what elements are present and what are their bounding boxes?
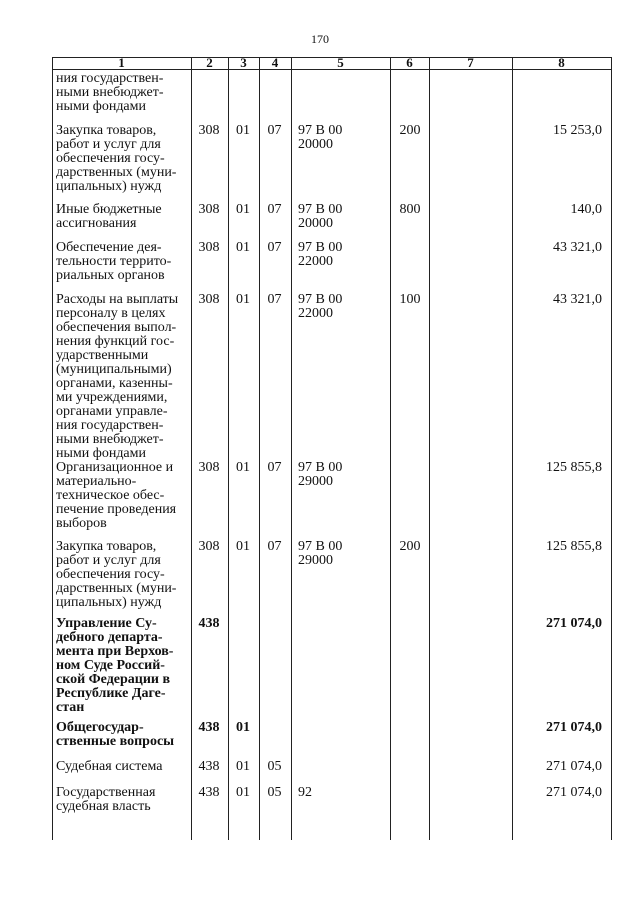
row-name: Иные бюджетные ассигнования: [56, 202, 162, 231]
row-sum: 43 321,0: [553, 292, 602, 307]
row-gr: 308: [198, 123, 220, 138]
row-pr: 07: [267, 460, 282, 475]
row-gr: 438: [198, 785, 220, 800]
row-gr: 308: [198, 539, 220, 554]
row-gr: 308: [198, 240, 220, 255]
header-col-4: 4: [271, 55, 279, 70]
row-gr: 308: [198, 292, 220, 307]
row-rz: 01: [236, 539, 250, 554]
header-col-5: 5: [337, 55, 344, 70]
header-col-8: 8: [558, 55, 565, 70]
row-name: Управление Су- дебного департа- мента при Верхов- ном Суде Россий- ской Федерации в Республике Даге- стан: [56, 616, 174, 715]
row-name: Судебная система: [56, 759, 163, 774]
row-sum: 271 074,0: [546, 720, 602, 735]
page-number: 170: [311, 32, 329, 46]
row-name: Обеспечение дея- тельности террито- риальных органов: [56, 240, 172, 283]
row-vr: 200: [399, 539, 421, 554]
row-vr: 800: [399, 202, 421, 217]
row-name: Закупка товаров, работ и услуг для обеспечения госу- дарственных (муни- ципальных) нужд: [56, 123, 177, 194]
row-name: Закупка товаров, работ и услуг для обеспечения госу- дарственных (муни- ципальных) нужд: [56, 539, 177, 610]
row-vr: 100: [399, 292, 421, 307]
row-rz: 01: [236, 720, 250, 735]
row-rz: 01: [236, 240, 250, 255]
row-pr: 07: [267, 539, 282, 554]
row-gr: 438: [198, 720, 220, 735]
row-pr: 07: [267, 292, 282, 307]
column-line-6: [390, 57, 391, 840]
header-col-1: 1: [118, 55, 125, 70]
row-csr: 97 В 00 29000: [298, 539, 343, 568]
row-vr: 200: [399, 123, 421, 138]
row-gr: 438: [198, 759, 220, 774]
row-gr: 438: [198, 616, 220, 631]
row-rz: 01: [236, 759, 250, 774]
row-rz: 01: [236, 460, 250, 475]
header-col-3: 3: [240, 55, 247, 70]
row-gr: 308: [198, 460, 220, 475]
row-name: Государственная судебная власть: [56, 785, 156, 814]
row-pr: 07: [267, 202, 282, 217]
row-csr: 97 В 00 20000: [298, 202, 343, 231]
row-sum: 43 321,0: [553, 240, 602, 255]
row-sum: 271 074,0: [546, 785, 602, 800]
column-line-7: [429, 57, 430, 840]
column-line-5: [291, 57, 292, 840]
row-sum: 271 074,0: [546, 616, 602, 631]
header-divider: [52, 69, 611, 70]
row-rz: 01: [236, 292, 250, 307]
row-sum: 140,0: [570, 202, 602, 217]
column-line-4: [259, 57, 260, 840]
row-name: Расходы на выплаты персоналу в целях обеспечения выпол- нения функций гос- ударственными (муниципальными) органами, казенны- ми учреждениями, органами управле- ния государствен- ными внебюджет- ными фондами: [56, 292, 179, 461]
row-csr: 97 В 00 22000: [298, 292, 343, 321]
header-col-6: 6: [406, 55, 413, 70]
row-rz: 01: [236, 785, 250, 800]
row-pr: 07: [267, 240, 282, 255]
row-pr: 05: [267, 785, 282, 800]
row-csr: 97 В 00 29000: [298, 460, 343, 489]
header-col-7: 7: [467, 55, 474, 70]
row-pr: 05: [267, 759, 282, 774]
row-sum: 15 253,0: [553, 123, 602, 138]
row-csr: 92: [298, 785, 312, 800]
row-csr: 97 В 00 20000: [298, 123, 343, 152]
row-pr: 07: [267, 123, 282, 138]
row-gr: 308: [198, 202, 220, 217]
column-line-right: [611, 57, 612, 840]
row-sum: 125 855,8: [546, 460, 602, 475]
row-name: Общегосудар- ственные вопросы: [56, 720, 175, 749]
row-sum: 125 855,8: [546, 539, 602, 554]
row-rz: 01: [236, 202, 250, 217]
row-name: Организационное и материально- техническое обес- печение проведения выборов: [56, 460, 177, 531]
row-csr: 97 В 00 22000: [298, 240, 343, 269]
row-sum: 271 074,0: [546, 759, 602, 774]
column-line-left: [52, 57, 53, 840]
row-name: ния государствен- ными внебюджет- ными фондами: [56, 71, 164, 114]
header-col-2: 2: [206, 55, 213, 70]
row-rz: 01: [236, 123, 250, 138]
